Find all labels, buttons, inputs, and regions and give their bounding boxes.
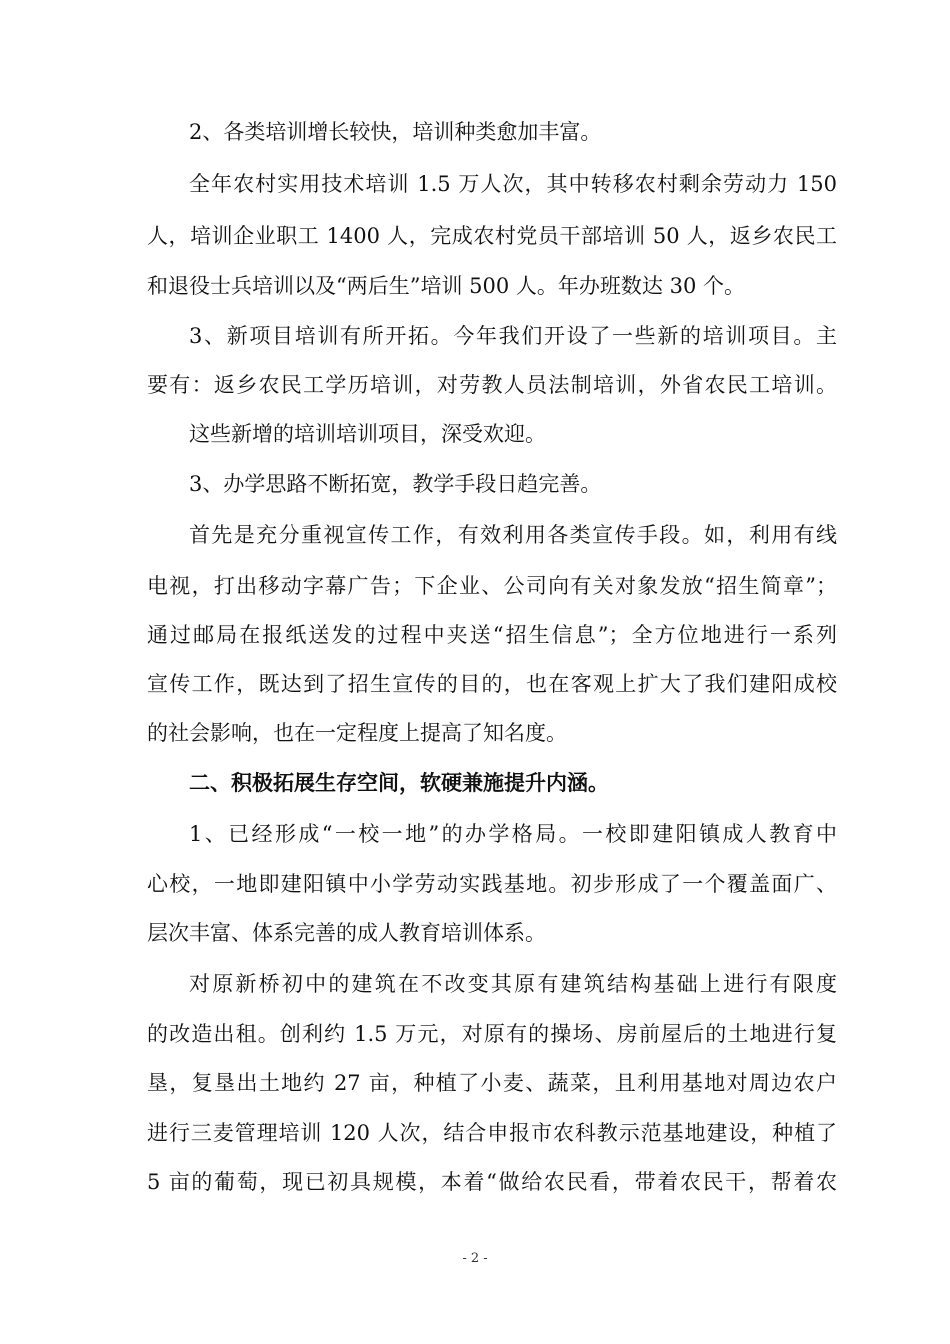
- heading-school-thinking: 3、办学思路不断拓宽，教学手段日趋完善。: [189, 472, 602, 496]
- paragraph-line: 宣传工作，既达到了招生宣传的目的，也在客观上扩大了我们建阳成校: [147, 672, 837, 696]
- paragraph-line: 要有：返乡农民工学历培训，对劳教人员法制培训，外省农民工培训。: [147, 373, 837, 397]
- paragraph-line: 的改造出租。创利约 1.5 万元，对原有的操场、房前屋后的土地进行复: [147, 1022, 837, 1046]
- paragraph-line: 1、已经形成“一校一地”的办学格局。一校即建阳镇成人教育中: [189, 822, 837, 846]
- paragraph-line: 心校，一地即建阳镇中小学劳动实践基地。初步形成了一个覆盖面广、: [147, 872, 837, 896]
- paragraph-line: 首先是充分重视宣传工作，有效利用各类宣传手段。如，利用有线: [189, 523, 837, 547]
- section-heading: 二、积极拓展生存空间，软硬兼施提升内涵。: [189, 770, 609, 795]
- paragraph-line: 对原新桥初中的建筑在不改变其原有建筑结构基础上进行有限度: [189, 972, 837, 996]
- heading-training-growth: 2、各类培训增长较快，培训种类愈加丰富。: [189, 120, 602, 144]
- paragraph-line: 层次丰富、体系完善的成人教育培训体系。: [147, 921, 546, 945]
- paragraph-line: 5 亩的葡萄，现已初具规模，本着“做给农民看，带着农民干，帮着农: [147, 1170, 837, 1194]
- paragraph-line: 3、新项目培训有所开拓。今年我们开设了一些新的培训项目。主: [189, 324, 837, 348]
- paragraph-line: 电视，打出移动字幕广告；下企业、公司向有关对象发放“招生简章”；: [147, 574, 837, 598]
- paragraph-line: 和退役士兵培训以及“两后生”培训 500 人。年办班数达 30 个。: [147, 274, 745, 298]
- paragraph-line: 全年农村实用技术培训 1.5 万人次，其中转移农村剩余劳动力 150: [189, 172, 837, 196]
- paragraph-line: 人，培训企业职工 1400 人，完成农村党员干部培训 50 人，返乡农民工: [147, 224, 837, 248]
- paragraph-line: 这些新增的培训培训项目，深受欢迎。: [189, 422, 546, 446]
- page-number: - 2 -: [462, 1251, 488, 1266]
- paragraph-line: 的社会影响，也在一定程度上提高了知名度。: [147, 721, 567, 745]
- paragraph-line: 垦，复垦出土地约 27 亩，种植了小麦、蔬菜，且利用基地对周边农户: [147, 1071, 837, 1095]
- paragraph-line: 通过邮局在报纸送发的过程中夹送“招生信息”；全方位地进行一系列: [147, 623, 837, 647]
- paragraph-line: 进行三麦管理培训 120 人次，结合申报市农科教示范基地建设，种植了: [147, 1121, 837, 1145]
